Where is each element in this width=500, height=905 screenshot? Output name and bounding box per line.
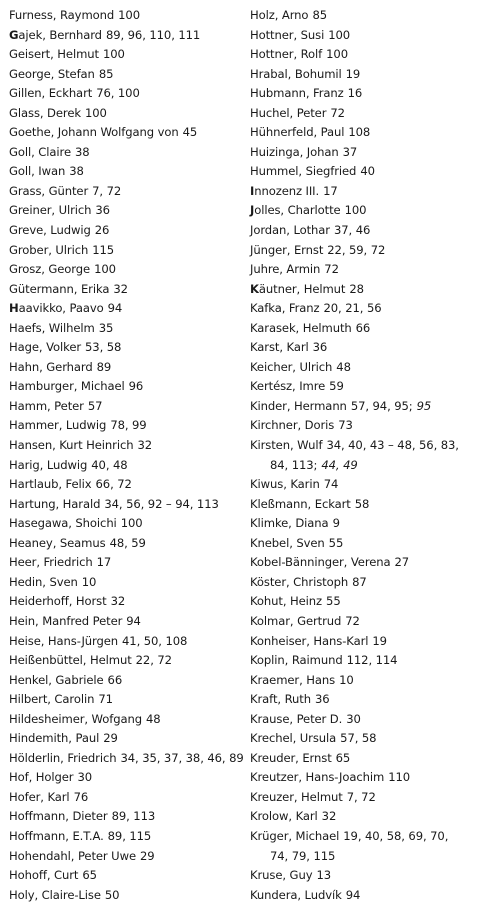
entry-pages: 72: [324, 262, 339, 277]
entry-name: Hofer, Karl: [9, 789, 70, 804]
entry-pages: 36: [312, 340, 328, 355]
index-entry: [250, 690, 490, 710]
entry-name: Kraft, Ruth: [250, 692, 311, 707]
entry-pages: 66: [355, 320, 371, 335]
entry-name: Jolles, Charlotte: [250, 203, 341, 218]
entry-name: Hartung, Harald: [9, 496, 101, 511]
index-entry: [9, 260, 244, 280]
entry-pages: 100: [118, 8, 140, 22]
entry-pages: 28: [349, 281, 364, 296]
index-entry: [250, 827, 490, 847]
entry-name: Henkel, Gabriele: [9, 672, 104, 687]
index-entry: [250, 241, 490, 261]
index-entry-continuation: [250, 456, 490, 476]
index-entry: [9, 221, 244, 241]
index-entry: [9, 592, 244, 612]
index-entry: [250, 886, 490, 905]
entry-pages: 37, 46: [333, 223, 371, 238]
index-entry: [250, 338, 490, 358]
entry-name: Kirsten, Wulf: [250, 438, 323, 453]
entry-pages: 100: [326, 47, 348, 62]
index-entry: [250, 416, 490, 436]
index-column-right: [250, 6, 490, 905]
index-entry: [250, 377, 490, 397]
index-entry: [9, 182, 244, 202]
entry-name: Grosz, George: [9, 262, 91, 277]
entry-pages: 65: [82, 868, 97, 883]
entry-pages: 32: [321, 809, 337, 824]
entry-pages: 32: [113, 281, 128, 296]
entry-pages: 34, 35, 37, 38, 46, 89: [120, 750, 244, 765]
entry-name: Keicher, Ulrich: [250, 359, 333, 374]
entry-name: Gütermann, Erika: [9, 281, 110, 296]
index-entry: [250, 45, 490, 65]
index-entry: [9, 729, 244, 749]
entry-name: Holz, Arno: [250, 8, 309, 22]
entry-name: Haavikko, Paavo: [9, 301, 104, 316]
entry-pages: 57, 58: [340, 731, 377, 746]
entry-pages: 41, 50, 108: [122, 633, 188, 648]
entry-name: Greve, Ludwig: [9, 223, 91, 238]
entry-pages: 110: [388, 770, 411, 785]
entry-pages: 100: [328, 27, 351, 42]
index-entry: [9, 84, 244, 104]
entry-name: Heer, Friedrich: [9, 555, 93, 570]
entry-pages: 40, 48: [91, 457, 128, 472]
entry-name: Gillen, Eckhart: [9, 86, 93, 101]
index-entry: [9, 123, 244, 143]
entry-name: Karst, Karl: [250, 340, 309, 355]
index-entry: [250, 729, 490, 749]
entry-pages: 66: [107, 672, 123, 687]
entry-pages: 29: [103, 731, 118, 746]
index-entry: [9, 6, 244, 26]
entry-name: Köster, Christoph: [250, 574, 349, 589]
entry-pages: 17: [96, 555, 112, 570]
index-column-left: [9, 6, 244, 905]
entry-pages: 115: [92, 242, 115, 257]
index-entry: [9, 847, 244, 867]
index-entry: [9, 143, 244, 163]
entry-pages: 71: [98, 692, 113, 707]
entry-name: Kohut, Heinz: [250, 594, 323, 609]
entry-pages: 76: [73, 789, 89, 804]
entry-name: Hartlaub, Felix: [9, 477, 92, 492]
entry-name: Hammer, Ludwig: [9, 418, 107, 433]
entry-name: Heaney, Seamus: [9, 535, 106, 550]
entry-name: Hildesheimer, Wofgang: [9, 711, 142, 726]
index-entry: [250, 201, 490, 221]
entry-name: Greiner, Ulrich: [9, 203, 92, 218]
entry-name: Kinder, Hermann: [250, 398, 347, 413]
index-entry: [9, 397, 244, 417]
entry-pages: 89, 115: [107, 828, 152, 843]
entry-name: Hühnerfeld, Paul: [250, 125, 345, 140]
index-entry: [9, 358, 244, 378]
entry-name: Heise, Hans-Jürgen: [9, 633, 119, 648]
entry-pages: 55: [326, 594, 341, 609]
entry-name: Kruse, Guy: [250, 868, 313, 883]
index-entry: [9, 671, 244, 691]
entry-name: Käutner, Helmut: [250, 281, 346, 296]
index-entry: [250, 788, 490, 808]
index-entry: [9, 104, 244, 124]
entry-pages: 10: [339, 672, 354, 687]
index-entry: [9, 456, 244, 476]
entry-pages: 45: [182, 125, 198, 140]
index-entry: [9, 553, 244, 573]
entry-name: Hilbert, Carolin: [9, 692, 95, 707]
index-entry: [9, 788, 244, 808]
index-entry: [250, 632, 490, 652]
index-entry: [9, 632, 244, 652]
entry-pages: 76, 100: [96, 86, 140, 101]
index-entry: [250, 514, 490, 534]
entry-name: Hof, Holger: [9, 770, 74, 785]
entry-name: Knebel, Sven: [250, 535, 325, 550]
entry-name: Krüger, Michael: [250, 828, 340, 843]
index-entry: [9, 807, 244, 827]
section-initial-letter: K: [250, 281, 259, 296]
entry-name: Juhre, Armin: [250, 262, 321, 277]
index-entry: [9, 495, 244, 515]
entry-name: Huchel, Peter: [250, 105, 327, 120]
index-entry: [9, 573, 244, 593]
entry-pages: 94: [107, 301, 123, 316]
entry-name: Heißenbüttel, Helmut: [9, 653, 132, 668]
index-entry: [250, 299, 490, 319]
index-entry: [9, 436, 244, 456]
section-initial-letter: I: [250, 183, 255, 198]
entry-name: George, Stefan: [9, 66, 95, 81]
entry-pages: 19: [345, 66, 361, 81]
entry-name: Innozenz III.: [250, 183, 320, 198]
entry-pages: 89, 96, 110, 111: [105, 27, 201, 42]
entry-pages: 29: [140, 848, 155, 863]
entry-pages: 100: [102, 47, 125, 62]
entry-pages: 73: [338, 418, 353, 433]
index-entry: [250, 182, 490, 202]
entry-pages: 100: [120, 516, 143, 531]
entry-name: Hindemith, Paul: [9, 731, 100, 746]
entry-pages: 16: [347, 86, 363, 101]
index-entry: [250, 280, 490, 300]
index-entry: [9, 45, 244, 65]
entry-pages: 40: [360, 164, 375, 179]
entry-name: Kreuder, Ernst: [250, 750, 332, 765]
entry-pages: 108: [348, 125, 371, 140]
index-entry: [250, 6, 490, 26]
entry-pages: 48, 59: [109, 535, 146, 550]
index-entry: [250, 807, 490, 827]
entry-name: Koplin, Raimund: [250, 653, 343, 668]
index-entry: [250, 319, 490, 339]
entry-name: Hrabal, Bohumil: [250, 66, 342, 81]
entry-name: Kiwus, Karin: [250, 477, 320, 492]
index-entry: [250, 26, 490, 46]
entry-name: Grass, Günter: [9, 183, 89, 198]
index-entry: [250, 84, 490, 104]
entry-name: Hottner, Rolf: [250, 47, 323, 62]
index-entry: [9, 241, 244, 261]
entry-pages: 112, 114: [346, 653, 398, 668]
index-entry: [9, 299, 244, 319]
entry-name: Hein, Manfred Peter: [9, 613, 123, 628]
entry-name: Holy, Claire-Lise: [9, 887, 101, 902]
index-entry: [9, 827, 244, 847]
entry-pages: 38: [69, 164, 84, 179]
index-entry: [250, 651, 490, 671]
entry-name: Hansen, Kurt Heinrich: [9, 438, 134, 453]
entry-pages: 89, 113: [111, 809, 156, 824]
index-entry: [9, 338, 244, 358]
entry-pages: 10: [81, 574, 97, 589]
entry-name: Gajek, Bernhard: [9, 27, 102, 42]
entry-pages: 66, 72: [95, 477, 132, 492]
entry-pages: 19: [372, 633, 387, 648]
entry-pages: 22, 72: [135, 653, 172, 668]
index-entry: [9, 65, 244, 85]
section-initial-letter: J: [250, 203, 255, 218]
entry-pages: 34, 56, 92 – 94, 113: [104, 496, 219, 511]
entry-name: Hamburger, Michael: [9, 379, 125, 394]
entry-pages: 96: [128, 379, 144, 394]
entry-pages: 48: [146, 711, 161, 726]
index-entry: [9, 651, 244, 671]
entry-pages: 48: [336, 359, 351, 374]
entry-name: Heiderhoff, Horst: [9, 594, 107, 609]
entry-name: Hohoff, Curt: [9, 868, 79, 883]
entry-name: Harig, Ludwig: [9, 457, 88, 472]
entry-name: Haefs, Wilhelm: [9, 320, 95, 335]
entry-pages: 7, 72: [92, 183, 122, 198]
entry-pages: 55: [328, 535, 344, 550]
index-entry: [250, 104, 490, 124]
entry-name: Hubmann, Franz: [250, 86, 344, 101]
entry-name: Konheiser, Hans-Karl: [250, 633, 369, 648]
index-entry: [250, 592, 490, 612]
index-entry: [9, 280, 244, 300]
entry-name: Klimke, Diana: [250, 516, 329, 531]
entry-name: Kirchner, Doris: [250, 418, 335, 433]
entry-pages: 85: [98, 66, 114, 81]
entry-name: Krolow, Karl: [250, 809, 318, 824]
index-entry: [250, 397, 490, 417]
entry-name: Goll, Iwan: [9, 164, 66, 179]
entry-name: Glass, Derek: [9, 105, 81, 120]
entry-pages: 17: [323, 183, 338, 198]
entry-pages: 87: [352, 574, 367, 589]
entry-name: Kafka, Franz: [250, 301, 320, 316]
index-entry: [250, 260, 490, 280]
entry-pages: 30: [346, 711, 361, 726]
index-entry: [9, 886, 244, 905]
entry-name: Hamm, Peter: [9, 398, 84, 413]
index-entry: [250, 573, 490, 593]
index-entry: [250, 436, 490, 456]
entry-pages: 32: [110, 594, 126, 609]
entry-pages: 13: [316, 868, 332, 883]
entry-pages: 27: [394, 555, 410, 570]
index-entry: [250, 143, 490, 163]
entry-pages: 58: [354, 496, 370, 511]
entry-pages-italic: 95: [416, 398, 432, 413]
entry-pages: 38: [74, 144, 90, 159]
entry-name: Hottner, Susi: [250, 27, 325, 42]
entry-pages: 65: [335, 750, 351, 765]
entry-name: Kertész, Imre: [250, 379, 326, 394]
index-entry: [9, 377, 244, 397]
entry-pages: 50: [104, 887, 120, 902]
entry-name: Furness, Raymond: [9, 8, 115, 22]
entry-pages: 100: [344, 203, 367, 218]
index-entry: [9, 612, 244, 632]
index-entry: [9, 710, 244, 730]
index-entry: [250, 553, 490, 573]
entry-name: Jordan, Lothar: [250, 223, 330, 238]
entry-pages: 7, 72: [346, 789, 376, 804]
index-entry: [250, 534, 490, 554]
index-entry: [9, 690, 244, 710]
entry-pages: 74: [323, 477, 339, 492]
entry-pages: 100: [94, 262, 116, 277]
index-entry: [250, 749, 490, 769]
index-entry: [250, 710, 490, 730]
index-entry: [9, 768, 244, 788]
index-entry: [250, 768, 490, 788]
entry-pages: 85: [312, 8, 327, 22]
entry-name: Geisert, Helmut: [9, 47, 99, 62]
index-entry: [250, 65, 490, 85]
entry-name: Hohendahl, Peter Uwe: [9, 848, 136, 863]
entry-name: Kolmar, Gertrud: [250, 613, 342, 628]
entry-name: Kundera, Ludvík: [250, 887, 342, 902]
entry-name: Hedin, Sven: [9, 574, 78, 589]
entry-pages: 74, 79, 115: [270, 848, 336, 863]
entry-pages: 32: [137, 438, 153, 453]
index-entry: [9, 162, 244, 182]
index-entry: [9, 416, 244, 436]
entry-pages: 26: [94, 223, 110, 238]
entry-name: Krechel, Ursula: [250, 731, 337, 746]
entry-name: Hahn, Gerhard: [9, 359, 93, 374]
index-entry: [9, 514, 244, 534]
index-entry: [250, 221, 490, 241]
entry-pages: 84, 113;: [270, 457, 318, 472]
index-entry: [250, 475, 490, 495]
entry-pages: 59: [329, 379, 344, 394]
index-entry: [250, 671, 490, 691]
index-entry: [250, 358, 490, 378]
entry-pages: 37: [342, 144, 358, 159]
entry-name: Kreuzer, Helmut: [250, 789, 343, 804]
entry-pages: 35: [98, 320, 114, 335]
index-entry: [250, 162, 490, 182]
index-entry: [9, 319, 244, 339]
entry-name: Goll, Claire: [9, 144, 71, 159]
index-entry: [9, 534, 244, 554]
entry-pages: 72: [345, 613, 360, 628]
entry-pages: 34, 40, 43 – 48, 56, 83,: [326, 438, 459, 453]
section-initial-letter: H: [9, 301, 19, 316]
entry-name: Hoffmann, E.T.A.: [9, 828, 104, 843]
entry-pages: 72: [330, 105, 345, 120]
index-entry: [9, 201, 244, 221]
entry-pages: 94: [126, 613, 141, 628]
entry-pages: 94: [345, 887, 361, 902]
index-entry-continuation: [250, 847, 490, 867]
entry-name: Karasek, Helmuth: [250, 320, 352, 335]
entry-name: Hasegawa, Shoichi: [9, 516, 117, 531]
index-entry: [250, 495, 490, 515]
index-entry: [250, 123, 490, 143]
entry-pages: 22, 59, 72: [327, 242, 386, 257]
entry-pages: 53, 58: [85, 340, 122, 355]
entry-name: Kobel-Bänninger, Verena: [250, 555, 391, 570]
index-entry: [250, 612, 490, 632]
section-initial-letter: G: [9, 27, 19, 42]
entry-pages-italic: 44, 49: [321, 457, 358, 472]
entry-pages: 19, 40, 58, 69, 70,: [343, 828, 449, 843]
entry-name: Grober, Ulrich: [9, 242, 89, 257]
entry-name: Krause, Peter D.: [250, 711, 343, 726]
entry-pages: 36: [314, 692, 330, 707]
entry-name: Kraemer, Hans: [250, 672, 336, 687]
entry-name: Kreutzer, Hans-Joachim: [250, 770, 385, 785]
entry-name: Hölderlin, Friedrich: [9, 750, 117, 765]
entry-pages: 20, 21, 56: [323, 301, 382, 316]
entry-name: Goethe, Johann Wolfgang von: [9, 125, 179, 140]
index-entry: [9, 866, 244, 886]
index-entry: [9, 475, 244, 495]
entry-pages: 36: [95, 203, 110, 218]
entry-name: Hage, Volker: [9, 340, 82, 355]
entry-name: Hummel, Siegfried: [250, 164, 357, 179]
entry-pages: 89: [96, 359, 112, 374]
entry-pages: 9: [332, 516, 340, 531]
entry-name: Huizinga, Johan: [250, 144, 339, 159]
index-entry: [250, 866, 490, 886]
entry-pages: 100: [84, 105, 107, 120]
index-entry: [9, 26, 244, 46]
entry-name: Jünger, Ernst: [250, 242, 324, 257]
entry-name: Hoffmann, Dieter: [9, 809, 108, 824]
entry-pages: 57, 94, 95;: [350, 398, 413, 413]
entry-name: Kleßmann, Eckart: [250, 496, 351, 511]
entry-pages: 30: [77, 770, 93, 785]
entry-pages: 78, 99: [110, 418, 147, 433]
entry-pages: 57: [87, 398, 103, 413]
index-entry: [9, 749, 244, 769]
